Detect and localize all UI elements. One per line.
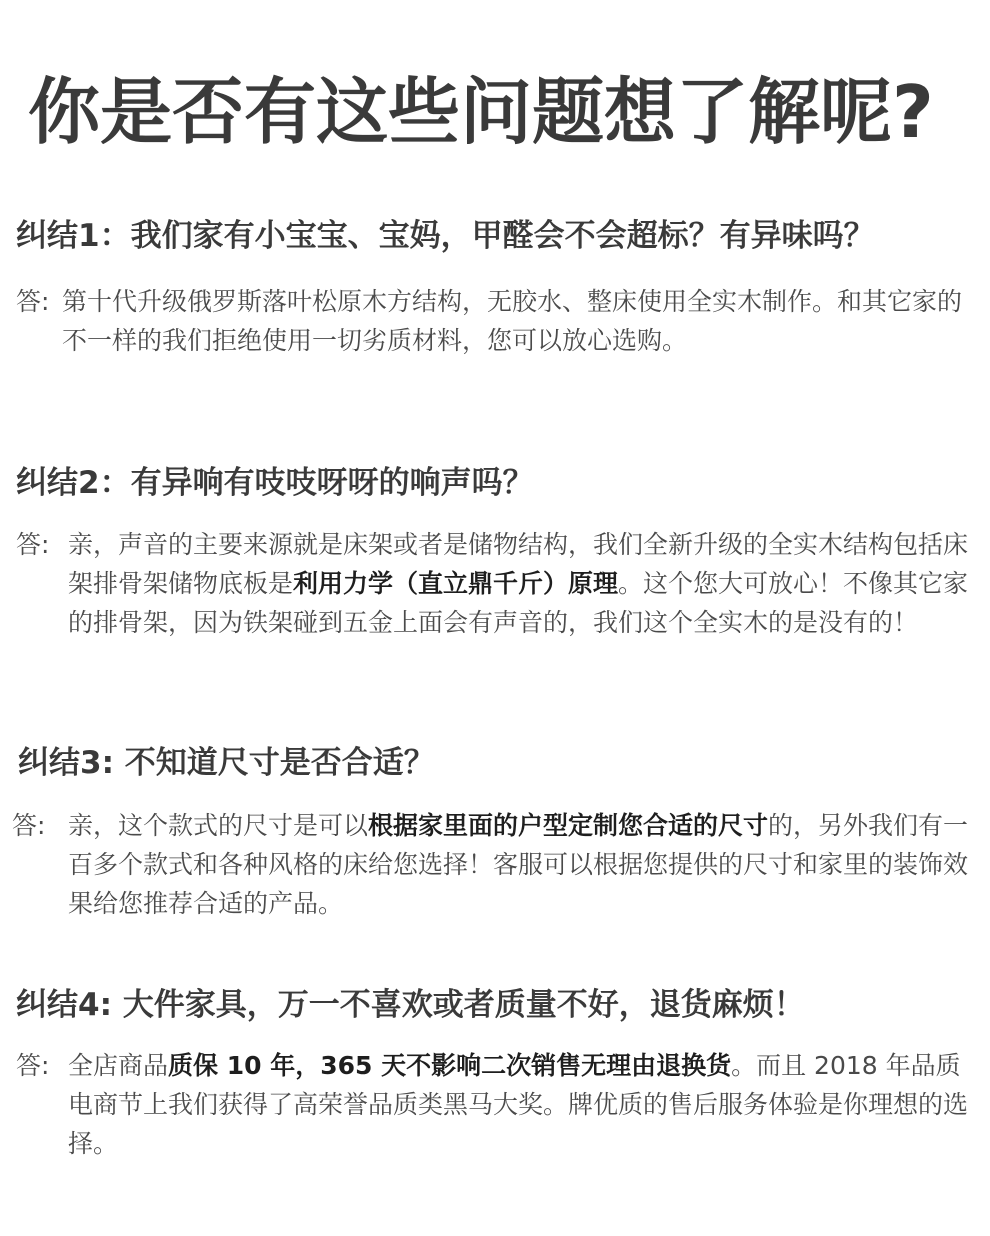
answer-text-emphasis: 质保 10 年，365 天不影响二次销售无理由退换货 bbox=[168, 1051, 732, 1080]
faq-question-2: 纠结2：有异响有吱吱呀呀的响声吗？ bbox=[16, 465, 534, 501]
answer-label: 答: bbox=[12, 811, 46, 840]
answer-text bbox=[68, 525, 970, 642]
answer-text-part: 的，另外我们有一百多个款式和各种风格的床给您选择！客服可以根据您提供的尺寸和家里的装饰效果给您推荐合适的产品。 bbox=[68, 811, 969, 918]
answer-text-part: 亲，这个款式的尺寸是可以 bbox=[68, 811, 369, 840]
faq-answer-1 bbox=[16, 282, 966, 362]
answer-text bbox=[68, 1046, 970, 1163]
answer-label: 答: bbox=[16, 287, 50, 316]
answer-text bbox=[62, 282, 966, 360]
answer-text-emphasis: 根据家里面的户型定制您合适的尺寸 bbox=[368, 811, 769, 840]
faq-question-3: 纠结3: 不知道尺寸是否合适？ bbox=[18, 745, 435, 781]
faq-answer-2 bbox=[16, 525, 970, 685]
answer-text-part: 。而且 2018 年品质电商节上我们获得了高荣誉品质类黑马大奖。牌优质的售后服务体验是你理想的选择。 bbox=[68, 1051, 969, 1158]
answer-text-part: 亲，声音的主要来源就是床架或者是储物结构，我们全新升级的全实木结构包括床架排骨架储物底板是 bbox=[68, 530, 969, 598]
answer-text-part: 第十代升级俄罗斯落叶松原木方结构，无胶水、整床使用全实木制作。和其它家的不一样的我们拒绝使用一切劣质材料，您可以放心选购。 bbox=[62, 287, 963, 355]
answer-text-part: 全店商品 bbox=[68, 1051, 169, 1080]
page-title: 你是否有这些问题想了解呢? bbox=[28, 70, 934, 154]
answer-text-emphasis: 利用力学（直立鼎千斤）原理 bbox=[293, 569, 619, 598]
answer-label: 答: bbox=[16, 1051, 50, 1080]
faq-answer-3 bbox=[12, 806, 970, 926]
answer-text-part: 。这个您大可放心！不像其它家的排骨架，因为铁架碰到五金上面会有声音的，我们这个全实木的是没有的！ bbox=[68, 569, 969, 637]
faq-answer-4 bbox=[16, 1046, 970, 1166]
answer-text bbox=[68, 806, 970, 923]
faq-question-1: 纠结1：我们家有小宝宝、宝妈，甲醛会不会超标？有异味吗？ bbox=[16, 218, 875, 254]
faq-question-4: 纠结4: 大件家具，万一不喜欢或者质量不好，退货麻烦！ bbox=[16, 987, 805, 1023]
answer-label: 答: bbox=[16, 530, 50, 559]
